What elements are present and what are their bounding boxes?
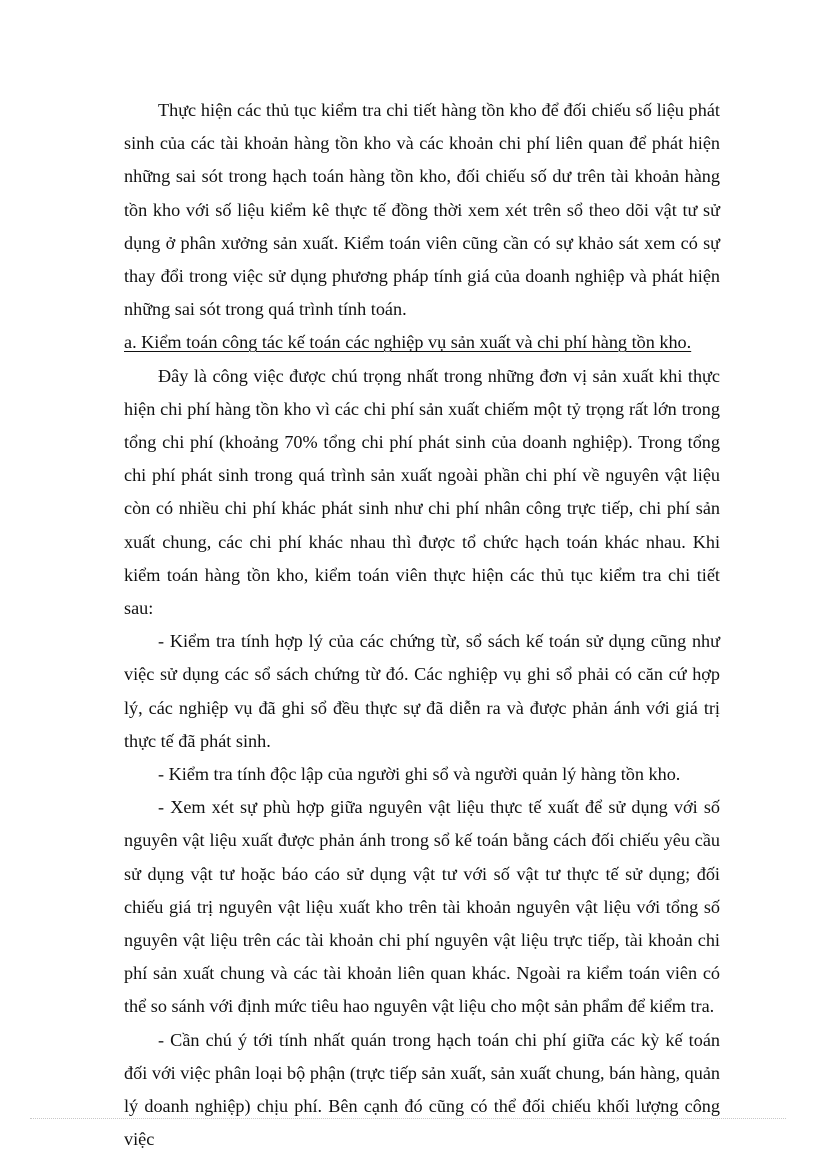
bullet-material-consistency: - Xem xét sự phù hợp giữa nguyên vật liệu thực tế xuất để sử dụng với số nguyên vật liệu xuất được phản ánh trong sổ kế toán bằng cách đối chiếu yêu cầu sử dụng vật tư hoặc báo cáo sử dụng vật tư với số vật tư thực tế sử dụng; đối chiếu giá trị nguyên vật liệu xuất kho trên tài khoản nguyên vật liệu với tổng số nguyên vật liệu trên các tài khoản chi phí nguyên vật liệu trực tiếp, tài khoản chi phí sản xuất chung và các tài khoản liên quan khác. Ngoài ra kiểm toán viên có thể so sánh với định mức tiêu hao nguyên vật liệu cho một sản phẩm để kiểm tra. [124,797,720,1017]
bullet-check-documents: - Kiểm tra tính hợp lý của các chứng từ, sổ sách kế toán sử dụng cũng như việc sử dụng các sổ sách chứng từ đó. Các nghiệp vụ ghi sổ phải có căn cứ hợp lý, các nghiệp vụ đã ghi sổ đều thực sự đã diễn ra và được phản ánh với giá trị thực tế đã phát sinh. [124,631,720,751]
paragraph-inventory-detail-tests: Thực hiện các thủ tục kiểm tra chi tiết hàng tồn kho để đối chiếu số liệu phát sinh của các tài khoản hàng tồn kho và các khoản chi phí liên quan để phát hiện những sai sót trong hạch toán hàng tồn kho, đối chiếu số dư trên tài khoản hàng tồn kho với số liệu kiểm kê thực tế đồng thời xem xét trên sổ theo dõi vật tư sử dụng ở phân xưởng sản xuất. Kiểm toán viên cũng cần có sự khảo sát xem có sự thay đổi trong việc sử dụng phương pháp tính giá của doanh nghiệp và phát hiện những sai sót trong quá trình tính toán. [124,100,720,320]
page-body [124,94,720,1157]
bullet-check-independence: - Kiểm tra tính độc lập của người ghi sổ và người quản lý hàng tồn kho. [158,764,681,785]
paragraph-production-costs: Đây là công việc được chú trọng nhất trong những đơn vị sản xuất khi thực hiện chi phí hàng tồn kho vì các chi phí sản xuất chiếm một tỷ trọng rất lớn trong tổng chi phí (khoảng 70% tổng chi phí phát sinh của doanh nghiệp). Trong tổng chi phí phát sinh trong quá trình sản xuất ngoài phần chi phí về nguyên vật liệu còn có nhiều chi phí khác phát sinh như chi phí nhân công trực tiếp, chi phí sản xuất chung, các chi phí khác nhau thì được tổ chức hạch toán khác nhau. Khi kiểm toán hàng tồn kho, kiểm toán viên thực hiện các thủ tục kiểm tra chi tiết sau: [124,365,720,619]
section-heading: a. Kiểm toán công tác kế toán các nghiệp vụ sản xuất và chi phí hàng tồn kho. [124,332,692,353]
page-bottom-border [30,1118,786,1119]
bullet-cost-consistency: - Cần chú ý tới tính nhất quán trong hạch toán chi phí giữa các kỳ kế toán đối với việc phân loại bộ phận (trực tiếp sản xuất, sản xuất chung, bán hàng, quản lý doanh nghiệp) chịu phí. Bên cạnh đó cũng có thể đối chiếu khối lượng công việc [124,1029,720,1150]
